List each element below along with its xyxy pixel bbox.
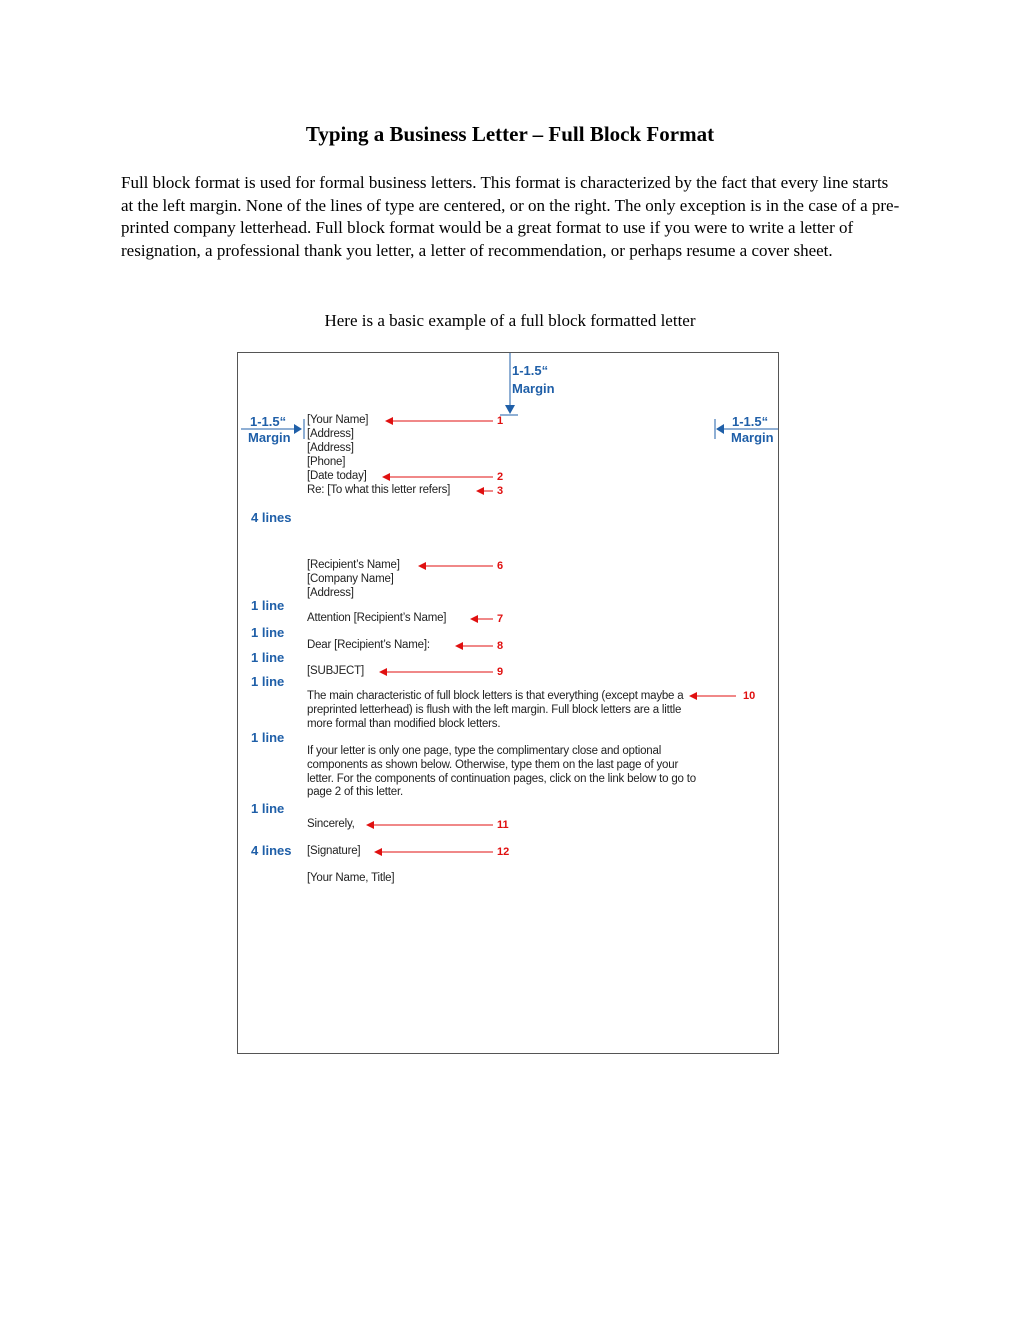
spacing-label: 4 lines <box>251 843 292 858</box>
letter-date: [Date today] <box>307 470 367 482</box>
left-margin-label: Margin <box>248 430 291 445</box>
callout-number: 3 <box>497 485 504 497</box>
complimentary-close: Sincerely, <box>307 818 355 830</box>
left-margin-arrow-icon <box>294 424 302 434</box>
spacing-label: 1 line <box>251 625 285 640</box>
spacing-label: 4 lines <box>251 510 292 525</box>
spacing-label: 1 line <box>251 801 285 816</box>
sender-address-1: [Address] <box>307 428 354 440</box>
spacing-label: 1 line <box>251 674 285 689</box>
intro-paragraph: Full block format is used for formal business letters. This format is characterized by the fact that every line starts at the left margin. None of the lines of type are centered, or on the right. The only exception is in the case of a pre-printed company letterhead. Full block format would be a great format to use if you were to write a letter of resignation, a professional thank you letter, a letter of recommendation, or perhaps resume a cover sheet. <box>121 173 900 260</box>
letter-reference: Re: [To what this letter refers] <box>307 484 451 496</box>
spacing-label: 1 line <box>251 598 285 613</box>
subject-line: [SUBJECT] <box>307 665 364 677</box>
spacing-label: 1 line <box>251 730 285 745</box>
callout-number: 12 <box>497 846 510 858</box>
sender-name: [Your Name] <box>307 414 369 426</box>
signer-name-title: [Your Name, Title] <box>307 872 395 884</box>
right-margin-arrow-icon <box>716 424 724 434</box>
left-margin-value: 1-1.5“ <box>250 414 287 429</box>
top-margin-arrow-icon <box>505 405 515 414</box>
sender-phone: [Phone] <box>307 456 346 468</box>
callout-number: 10 <box>743 690 756 702</box>
figure-caption: Here is a basic example of a full block formatted letter <box>324 311 696 330</box>
spacing-label: 1 line <box>251 650 285 665</box>
letter-format-figure <box>237 352 779 1054</box>
callout-number: 6 <box>497 560 504 572</box>
top-margin-value: 1-1.5“ <box>512 363 549 378</box>
recipient-address: [Address] <box>307 587 354 599</box>
callout-number: 2 <box>497 471 504 483</box>
attention-line: Attention [Recipient’s Name] <box>307 612 447 624</box>
recipient-company: [Company Name] <box>307 573 394 585</box>
callout-number: 7 <box>497 613 504 625</box>
right-margin-label: Margin <box>731 430 774 445</box>
body-paragraph-1: The main characteristic of full block letters is that everything (except maybe a preprinted letterhead) is flush with the left margin. Full block letters are a little more formal than modified block letters. <box>307 690 684 730</box>
sender-address-2: [Address] <box>307 442 354 454</box>
callout-number: 9 <box>497 666 504 678</box>
signature: [Signature] <box>307 845 361 857</box>
page-title: Typing a Business Letter – Full Block Format <box>305 122 715 146</box>
recipient-name: [Recipient’s Name] <box>307 559 400 571</box>
callout-number: 1 <box>497 415 504 427</box>
callout-number: 8 <box>497 640 504 652</box>
body-paragraph-2: If your letter is only one page, type the complimentary close and optional components as shown below. Otherwise, type them on the last page of your letter. For the components of continuation pages, click on the link below to go to page 2 of this letter. <box>307 745 696 799</box>
right-margin-value: 1-1.5“ <box>732 414 769 429</box>
top-margin-label: Margin <box>512 381 555 396</box>
callout-number: 11 <box>497 819 509 831</box>
salutation: Dear [Recipient’s Name]: <box>307 639 430 651</box>
